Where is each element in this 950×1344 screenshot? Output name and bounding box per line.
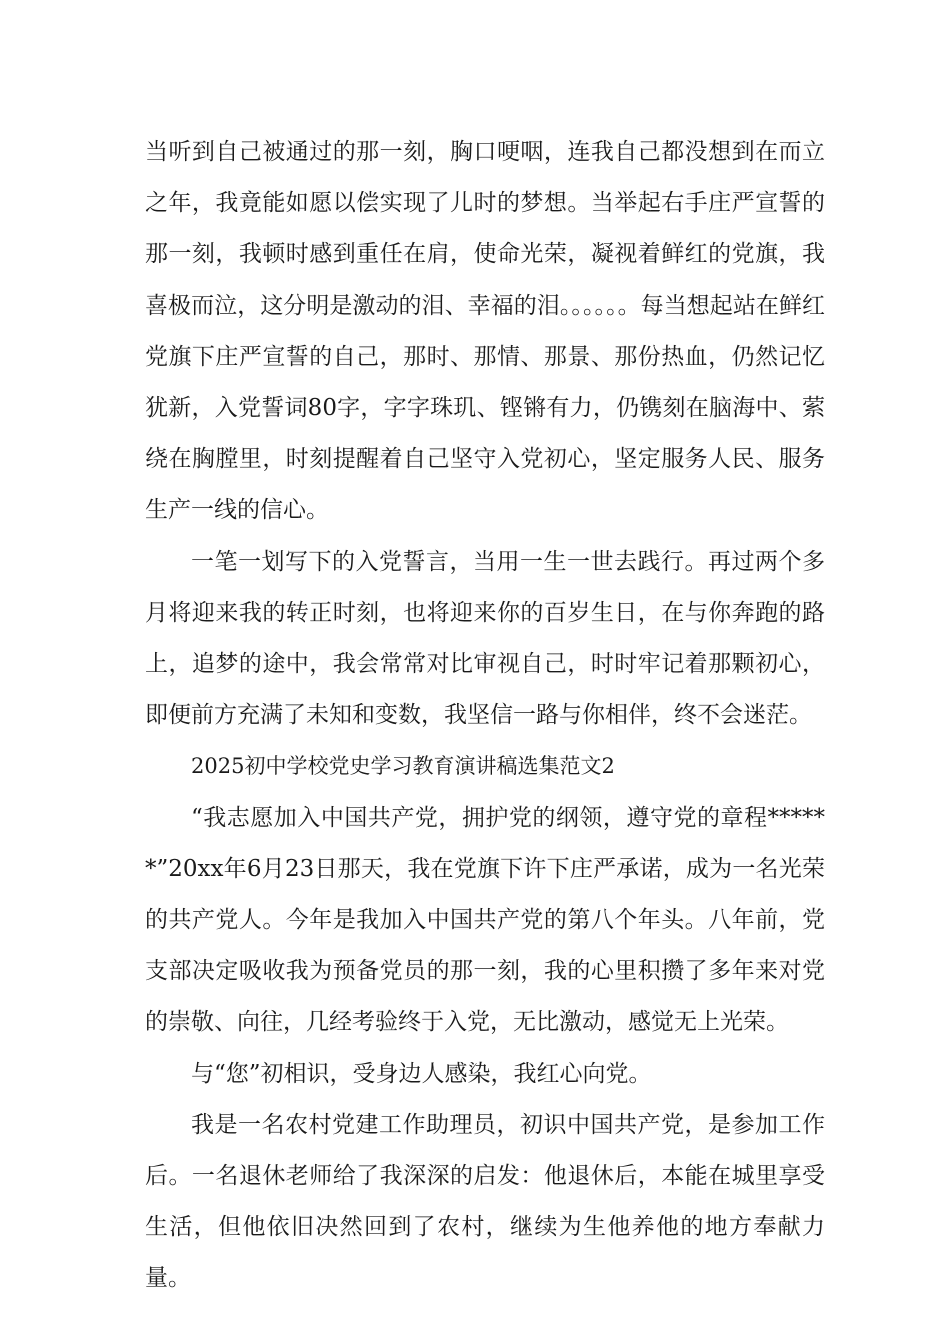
section-heading: 2025初中学校党史学习教育演讲稿选集范文2 [191, 754, 615, 779]
paragraph-continuation: 当听到自己被通过的那一刻，胸口哽咽，连我自己都没想到在而立之年，我竟能如愿以偿实现了儿时的梦想。当举起右手庄严宣誓的那一刻，我顿时感到重任在肩，使命光荣，凝视着鲜红的党旗，我喜极而泣，这分明是激动的泪、幸福的泪。。。。。。每当想起站在鲜红党旗下庄严宣誓的自己，那时、那情、那景、那份热血，仍然记忆犹新，入党誓词80字，字字珠玑、铿锵有力，仍镌刻在脑海中、萦绕在胸膛里，时刻提醒着自己坚守入党初心，坚定服务人民、服务生产一线的信心。 [145, 139, 825, 524]
paragraph-first-meet: 与“您”初相识，受身边人感染，我红心向党。 [191, 1060, 652, 1087]
paragraph-oath-quote: “我志愿加入中国共产党，拥护党的纲领，遵守党的章程******”20xx年6月23日那天，我在党旗下许下庄严承诺，成为一名光荣的共产党人。今年是我加入中国共产党的第八个年头。八年前，党支部决定吸收我为预备党员的那一刻，我的心里积攒了多年来对党的崇敬、向往，几经考验终于入党，无比激动，感觉无上光荣。 [145, 804, 825, 1036]
document-body [145, 127, 825, 1305]
paragraph-rural-assistant: 我是一名农村党建工作助理员，初识中国共产党，是参加工作后。一名退休老师给了我深深的启发：他退休后，本能在城里享受生活，但他依旧决然回到了农村，继续为生他养他的地方奉献力量。 [145, 1111, 825, 1292]
paragraph-oath-practice: 一笔一划写下的入党誓言，当用一生一世去践行。再过两个多月将迎来我的转正时刻，也将迎来你的百岁生日，在与你奔跑的路上，追梦的途中，我会常常对比审视自己，时时牢记着那颗初心，即便前方充满了未知和变数，我坚信一路与你相伴，终不会迷茫。 [145, 548, 825, 729]
